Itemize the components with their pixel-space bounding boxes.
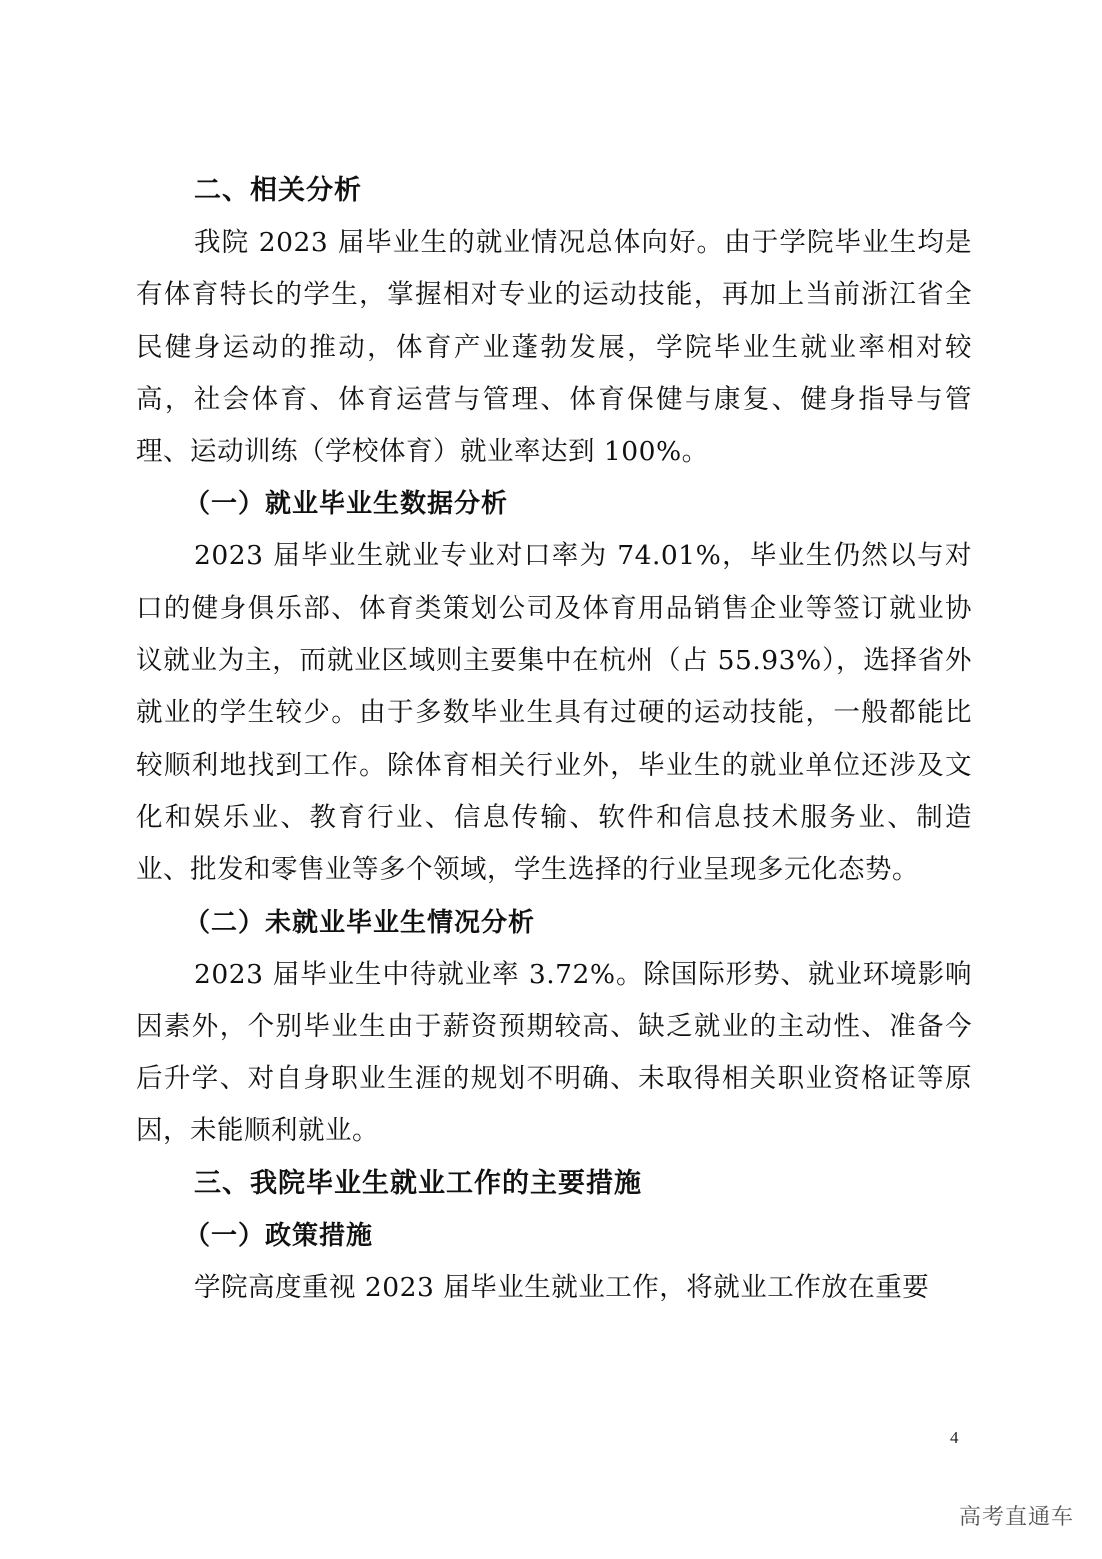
section-heading-measures: 三、我院毕业生就业工作的主要措施 [194, 1167, 642, 1199]
subsection-heading-policy: （一）政策措施 [184, 1220, 374, 1251]
unemployed-paragraph: 2023 届毕业生中待就业率 3.72%。除国际形势、就业环境影响因素外，个别毕业生由于薪资预期较高、缺乏就业的主动性、准备今后升学、对自身职业生涯的规划不明确、未取得相关职业资格证等原因，未能顺利就业。 [136, 958, 972, 1147]
section-analysis-paragraph: 我院 2023 届毕业生的就业情况总体向好。由于学院毕业生均是有体育特长的学生，掌握相对专业的运动技能，再加上当前浙江省全民健身运动的推动，体育产业蓬勃发展，学院毕业生就业率相对较高，社会体育、体育运营与管理、体育保健与康复、健身指导与管理、运动训练（学校体育）就业率达到 100%。 [136, 227, 972, 468]
page-number: 4 [950, 1428, 959, 1447]
employed-data-paragraph: 2023 届毕业生就业专业对口率为 74.01%，毕业生仍然以与对口的健身俱乐部、体育类策划公司及体育用品销售企业等签订就业协议就业为主，而就业区域则主要集中在杭州（占 55.93%），选择省外就业的学生较少。由于多数毕业生具有过硬的运动技能，一般都能比较顺利地找到工作。除体育相关行业外，毕业生的就业单位还涉及文化和娱乐业、教育行业、信息传输、软件和信息技术服务业、制造业、批发和零售业等多个领域，学生选择的行业呈现多元化态势。 [136, 540, 972, 886]
policy-paragraph: 学院高度重视 2023 届毕业生就业工作，将就业工作放在重要 [194, 1271, 930, 1303]
subsection-heading-employed-data: （一）就业毕业生数据分析 [184, 489, 509, 520]
section-heading-analysis: 二、相关分析 [194, 175, 362, 206]
document-body [136, 165, 972, 1314]
watermark-text: 高考直通车 [958, 1505, 1074, 1530]
subsection-heading-unemployed: （二）未就业毕业生情况分析 [184, 907, 536, 938]
